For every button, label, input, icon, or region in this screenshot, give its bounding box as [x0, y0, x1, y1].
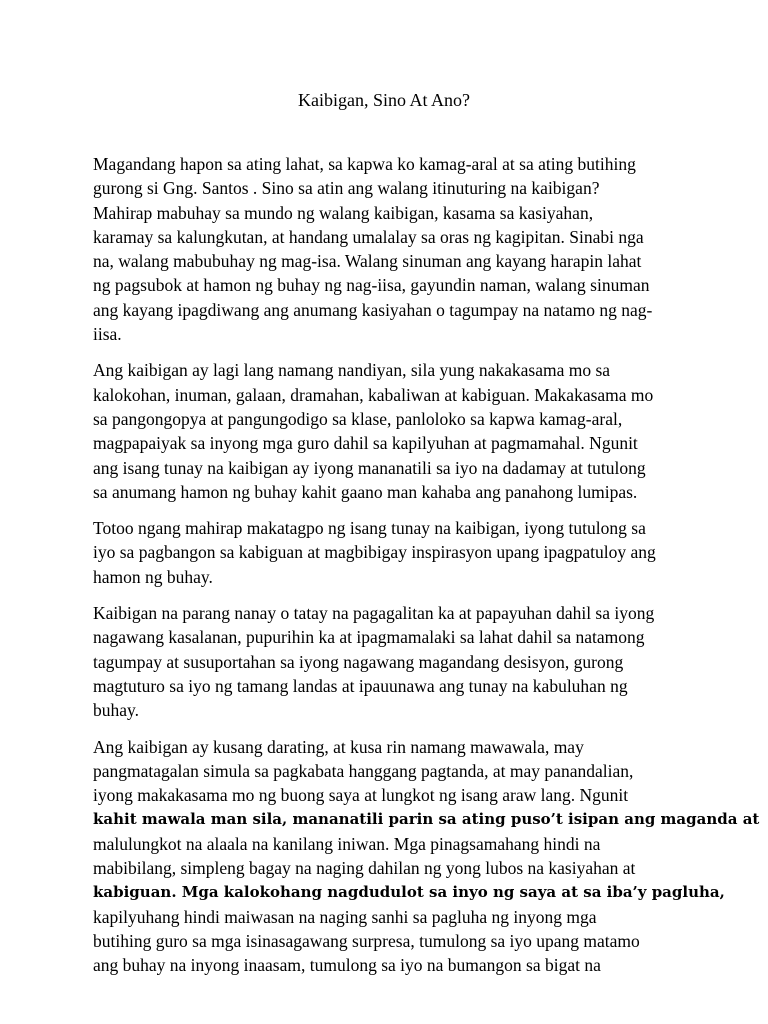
- paragraph-4: [93, 601, 693, 722]
- bold-text-line: kabiguan. Mga kalokohang nagdudulot sa inyo ng saya at sa iba’y pagluha,: [93, 883, 725, 902]
- text-line: mabibilang, simpleng bagay na naging dahilan ng yong lubos na kasiyahan at: [93, 858, 636, 879]
- text-line: pangmatagalan simula sa pagkabata hanggang pagtanda, at may panandalian,: [93, 760, 634, 781]
- text-line: gurong si Gng. Santos . Sino sa atin ang walang itinuturing na kaibigan?: [93, 178, 600, 199]
- text-line: Ang kaibigan ay lagi lang namang nandiyan, sila yung nakakasama mo sa: [93, 360, 611, 381]
- text-line: iyo sa pagbangon sa kabiguan at magbibigay inspirasyon upang ipagpatuloy ang: [93, 542, 656, 563]
- text-line: Totoo ngang mahirap makatagpo ng isang tunay na kaibigan, iyong tutulong sa: [93, 518, 646, 539]
- text-line: ang isang tunay na kaibigan ay iyong mananatili sa iyo na dadamay at tutulong: [93, 457, 646, 478]
- text-line: nagawang kasalanan, pupurihin ka at ipagmamalaki sa lahat dahil sa natamong: [93, 627, 645, 648]
- text-line: magpapaiyak sa inyong mga guro dahil sa kapilyuhan at pagmamahal. Ngunit: [93, 433, 638, 454]
- text-line: karamay sa kalungkutan, at handang umalalay sa oras ng kagipitan. Sinabi nga: [93, 226, 644, 247]
- document-body: [93, 152, 760, 990]
- text-line: na, walang mabubuhay ng mag-isa. Walang sinuman ang kayang harapin lahat: [93, 251, 642, 272]
- text-line: butihing guro sa mga isinasagawang surpresa, tumulong sa iyo upang matamo: [93, 930, 640, 951]
- text-line: sa anumang hamon ng buhay kahit gaano man kahaba ang panahong lumipas.: [93, 481, 638, 502]
- text-line: iisa.: [93, 324, 122, 345]
- text-line: Mahirap mabuhay sa mundo ng walang kaibigan, kasama sa kasiyahan,: [93, 202, 594, 223]
- text-line: sa pangongopya at pangungodigo sa klase, panloloko sa kapwa kamag-aral,: [93, 408, 623, 429]
- paragraph-1: [93, 152, 693, 346]
- paragraph-3: [93, 516, 693, 589]
- text-line: kalokohan, inuman, galaan, dramahan, kabaliwan at kabiguan. Makakasama mo: [93, 384, 654, 405]
- text-line: malulungkot na alaala na kanilang iniwan. Mga pinagsamahang hindi na: [93, 833, 601, 854]
- bold-text-line: kahit mawala man sila, mananatili parin sa ating puso’t isipan ang maganda at: [93, 810, 760, 829]
- paragraph-5: [93, 735, 760, 978]
- text-line: Ang kaibigan ay kusang darating, at kusa rin namang mawawala, may: [93, 736, 584, 757]
- text-line: tagumpay at susuportahan sa iyong nagawang magandang desisyon, gurong: [93, 651, 624, 672]
- text-line: kapilyuhang hindi maiwasan na naging sanhi sa pagluha ng inyong mga: [93, 906, 597, 927]
- text-line: magtuturo sa iyo ng tamang landas at ipauunawa ang tunay na kabuluhan ng: [93, 675, 628, 696]
- text-line: buhay.: [93, 700, 140, 721]
- paragraph-2: [93, 358, 693, 504]
- document-title: Kaibigan, Sino At Ano?: [298, 90, 470, 110]
- text-line: ang buhay na inyong inaasam, tumulong sa iyo na bumangon sa bigat na: [93, 955, 601, 976]
- text-line: Magandang hapon sa ating lahat, sa kapwa ko kamag-aral at sa ating butihing: [93, 154, 636, 174]
- text-line: hamon ng buhay.: [93, 566, 213, 587]
- text-line: ang kayang ipagdiwang ang anumang kasiyahan o tagumpay na natamo ng nag-: [93, 299, 653, 320]
- text-line: iyong makakasama mo ng buong saya at lungkot ng isang araw lang. Ngunit: [93, 785, 629, 806]
- text-line: ng pagsubok at hamon ng buhay ng nag-iisa, gayundin naman, walang sinuman: [93, 275, 650, 296]
- text-line: Kaibigan na parang nanay o tatay na pagagalitan ka at papayuhan dahil sa iyong: [93, 603, 655, 624]
